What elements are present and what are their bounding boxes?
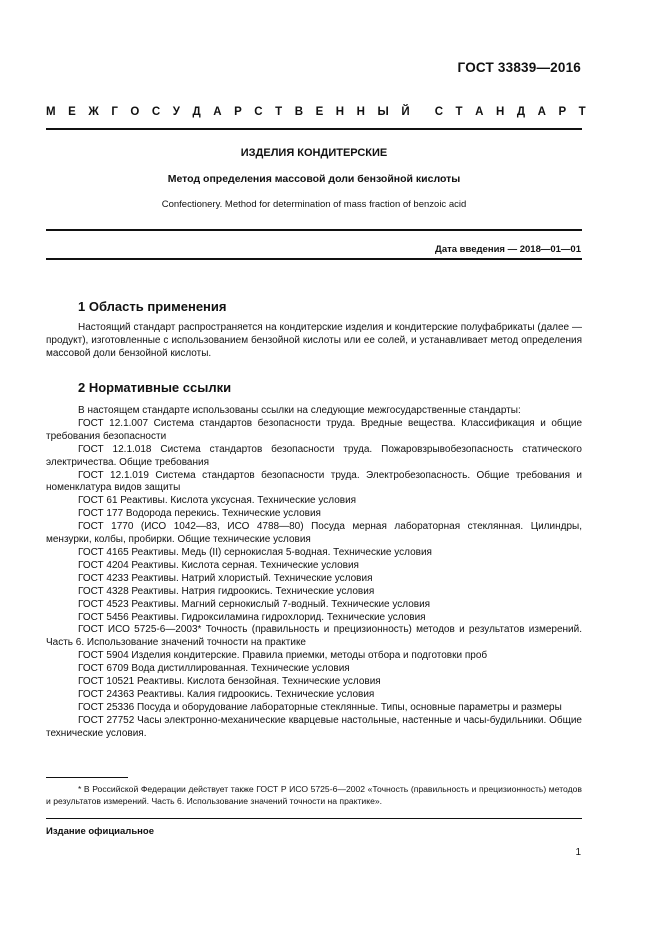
reference-item: ГОСТ 5904 Изделия кондитерские. Правила приемки, методы отбора и подготовки проб — [78, 650, 488, 662]
banner-letter: Р — [558, 106, 567, 118]
banner-letter: В — [294, 106, 304, 118]
document-english-title: Confectionery. Method for determination of mass fraction of benzoic acid — [161, 199, 467, 210]
reference-item: ГОСТ 4523 Реактивы. Магний сернокислый 7-водный. Технические условия — [78, 598, 431, 610]
reference-item: ГОСТ 12.1.019 Система стандартов безопасности труда. Электробезопасность. Общие требования и номенклатура видов защиты — [46, 469, 582, 494]
section-2-heading: 2 Нормативные ссылки — [78, 380, 232, 395]
reference-item: ГОСТ 4328 Реактивы. Натрия гидроокись. Технические условия — [78, 585, 375, 597]
banner-letter: О — [130, 106, 140, 118]
introduction-date: Дата введения — 2018—01—01 — [435, 244, 581, 255]
interstate-standard-banner — [46, 106, 586, 118]
reference-item: ГОСТ 177 Водорода перекись. Технические условия — [78, 508, 321, 520]
edition-rule — [46, 818, 582, 819]
document-subtitle: Метод определения массовой доли бензойной кислоты — [167, 173, 461, 185]
footnote-rule — [46, 777, 128, 778]
banner-letter: Т — [578, 106, 586, 118]
header-rule — [46, 128, 582, 130]
banner-letter: Ж — [88, 106, 99, 118]
reference-item: ГОСТ 1770 (ИСО 1042—83, ИСО 4788—80) Посуда мерная лабораторная стеклянная. Цилиндры, мензурки, колбы, пробирки. Общие технические условия — [46, 521, 582, 546]
reference-item: ГОСТ 5456 Реактивы. Гидроксиламина гидрохлорид. Технические условия — [78, 611, 426, 623]
banner-letter: А — [213, 106, 222, 118]
section-1-heading: 1 Область применения — [78, 299, 227, 314]
banner-letter: С — [434, 106, 443, 118]
banner-letter: Е — [68, 106, 76, 118]
normative-references-list — [46, 405, 582, 741]
reference-item: ГОСТ 25336 Посуда и оборудование лабораторные стеклянные. Типы, основные параметры и размеры — [78, 701, 562, 713]
reference-item: ГОСТ 10521 Реактивы. Кислота бензойная. Технические условия — [78, 676, 381, 688]
banner-letter: Е — [315, 106, 324, 118]
date-rule — [46, 258, 582, 260]
reference-item: ГОСТ ИСО 5725-6—2003* Точность (правильность и прецизионность) методов и результатов измерений. Часть 6. Использование значений точности на практике — [46, 624, 582, 649]
banner-letter: А — [537, 106, 546, 118]
banner-letter: С — [254, 106, 263, 118]
page-number: 1 — [575, 847, 581, 858]
banner-letter: Д — [516, 106, 526, 118]
reference-item: ГОСТ 61 Реактивы. Кислота уксусная. Технические условия — [78, 495, 357, 507]
reference-item: ГОСТ 4165 Реактивы. Медь (II) сернокислая 5-водная. Технические условия — [78, 546, 432, 558]
reference-item: ГОСТ 24363 Реактивы. Калия гидроокись. Технические условия — [78, 688, 375, 700]
footnote: * В Российской Федерации действует также ГОСТ Р ИСО 5725-6—2002 «Точность (правильность и прецизионность) методов и результатов измерений. Часть 6. Использование значений точности на практике». — [46, 784, 582, 806]
banner-letter: Ы — [377, 106, 389, 118]
banner-letter: Р — [234, 106, 242, 118]
reference-item: ГОСТ 6709 Вода дистиллированная. Технические условия — [78, 663, 350, 675]
banner-letter: А — [475, 106, 484, 118]
banner-letter: Т — [455, 106, 463, 118]
reference-item: ГОСТ 12.1.007 Система стандартов безопасности труда. Вредные вещества. Классификация и общие требования безопасности — [46, 417, 582, 442]
title-rule — [46, 229, 582, 231]
standard-code: ГОСТ 33839—2016 — [457, 60, 581, 75]
official-edition-label: Издание официальное — [46, 826, 154, 837]
references-intro: В настоящем стандарте использованы ссылки на следующие межгосударственные стандарты: — [78, 405, 521, 416]
section-1-text: Настоящий стандарт распространяется на кондитерские изделия и кондитерские полуфабрикаты (далее — продукт), изготовленные с использованием бензойной кислоты или ее солей, и устанавливает метод определения массовой доли бензойной кислоты. — [46, 322, 582, 359]
banner-letter: Н — [356, 106, 365, 118]
banner-letter: Д — [192, 106, 201, 118]
reference-item: ГОСТ 27752 Часы электронно-механические кварцевые настольные, настенные и часы-будильники. Общие технические условия. — [46, 714, 582, 739]
banner-letter: Н — [495, 106, 505, 118]
banner-letter: Й — [401, 106, 410, 118]
banner-letter: Т — [275, 106, 283, 118]
document-title: ИЗДЕЛИЯ КОНДИТЕРСКИЕ — [240, 147, 388, 159]
banner-letter: У — [172, 106, 180, 118]
banner-letter: С — [151, 106, 161, 118]
banner-letter: Г — [111, 106, 118, 118]
reference-item: ГОСТ 4204 Реактивы. Кислота серная. Технические условия — [78, 559, 359, 571]
reference-item: ГОСТ 12.1.018 Система стандартов безопасности труда. Пожаровзрывобезопасность статического электричества. Общие требования — [46, 443, 582, 468]
banner-letter: Н — [335, 106, 345, 118]
reference-item: ГОСТ 4233 Реактивы. Натрий хлористый. Технические условия — [78, 572, 373, 584]
banner-letter: М — [46, 106, 56, 118]
